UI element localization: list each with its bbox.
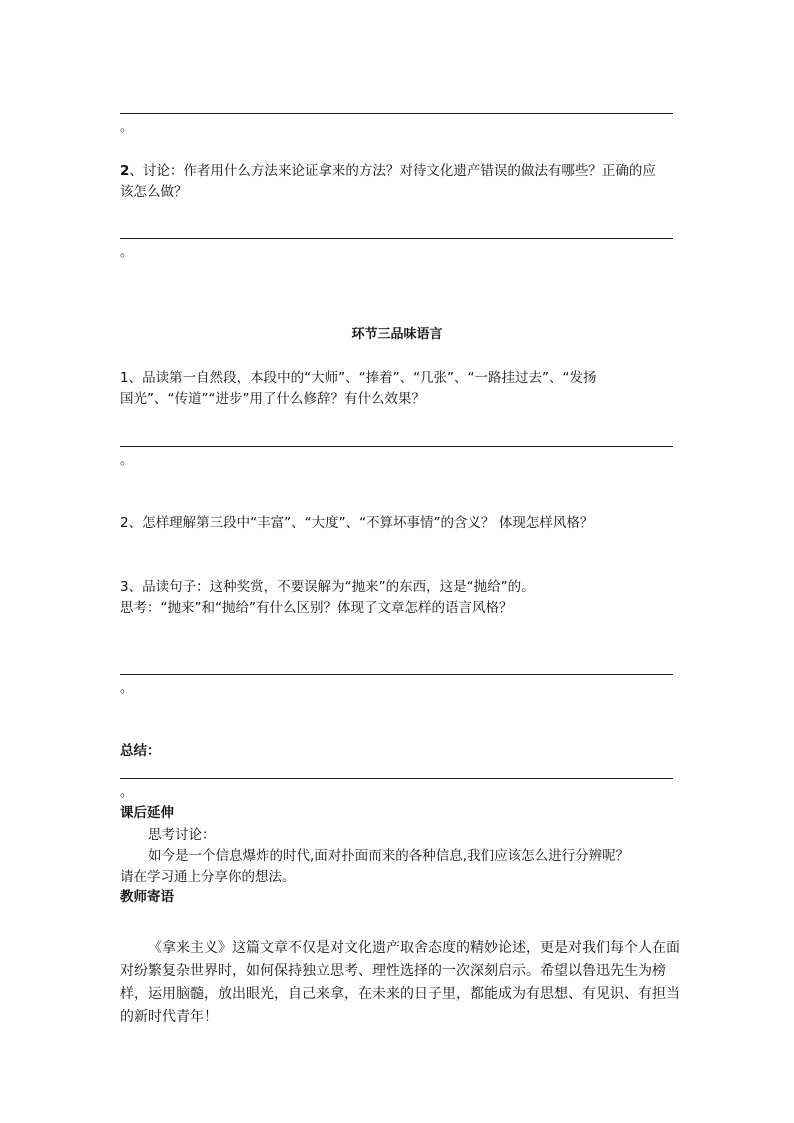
extension-line-2: 请在学习通上分享你的想法。 bbox=[120, 869, 296, 885]
period-mark: 。 bbox=[120, 120, 134, 135]
question-2-discussion-cont: 该怎么做？ bbox=[120, 184, 188, 200]
answer-line[interactable] bbox=[120, 778, 673, 779]
question-3-think: 思考：“抛来”和“抛给”有什么区别？体现了文章怎样的语言风格？ bbox=[120, 600, 513, 616]
period-mark: 。 bbox=[120, 245, 134, 260]
extension-line-1: 如今是一个信息爆炸的时代,面对扑面而来的各种信息,我们应该怎么进行分辨呢？ bbox=[148, 848, 630, 864]
question-text: 、讨论：作者用什么方法来论证拿来的方法？对待文化遗产错误的做法有哪些？正确的应 bbox=[129, 163, 656, 179]
answer-line[interactable] bbox=[120, 238, 673, 239]
question-1: 1、品读第一自然段，本段中的“大师”、“捧着”、“几张”、“一路挂过去”、“发扬 bbox=[120, 370, 597, 386]
summary-label: 总结： bbox=[120, 743, 161, 759]
extension-heading: 课后延伸 bbox=[120, 805, 174, 821]
period-mark: 。 bbox=[120, 785, 134, 800]
section-title: 环节三品味语言 bbox=[351, 327, 443, 342]
answer-line[interactable] bbox=[120, 674, 673, 675]
teacher-paragraph: 《拿来主义》这篇文章不仅是对文化遗产取舍态度的精妙论述，更是对我们每个人在面对纷繁复杂世界时，如何保持独立思考、理性选择的一次深刻启示。希望以鲁迅先生为榜样，运用脑髓，放出眼光，自己来拿，在未来的日子里，都能成为有思想、有见识、有担当的新时代青年！ bbox=[120, 940, 680, 1025]
question-3: 3、品读句子：这种奖赏，不要误解为“抛来”的东西，这是“抛给”的。 bbox=[120, 579, 535, 595]
question-2-discussion: 2、讨论：作者用什么方法来论证拿来的方法？对待文化遗产错误的做法有哪些？正确的应 bbox=[120, 163, 656, 179]
answer-line[interactable] bbox=[120, 113, 673, 114]
extension-sub: 思考讨论： bbox=[148, 827, 216, 843]
period-mark: 。 bbox=[120, 453, 134, 468]
question-1-cont: 国光”、“传道”“进步”用了什么修辞？有什么效果？ bbox=[120, 391, 425, 407]
answer-line[interactable] bbox=[120, 446, 673, 447]
question-2: 2、怎样理解第三段中“丰富”、“大度”、“不算坏事情”的含义？ 体现怎样风格？ bbox=[120, 515, 594, 531]
teacher-heading: 教师寄语 bbox=[120, 889, 174, 905]
period-mark: 。 bbox=[120, 681, 134, 696]
